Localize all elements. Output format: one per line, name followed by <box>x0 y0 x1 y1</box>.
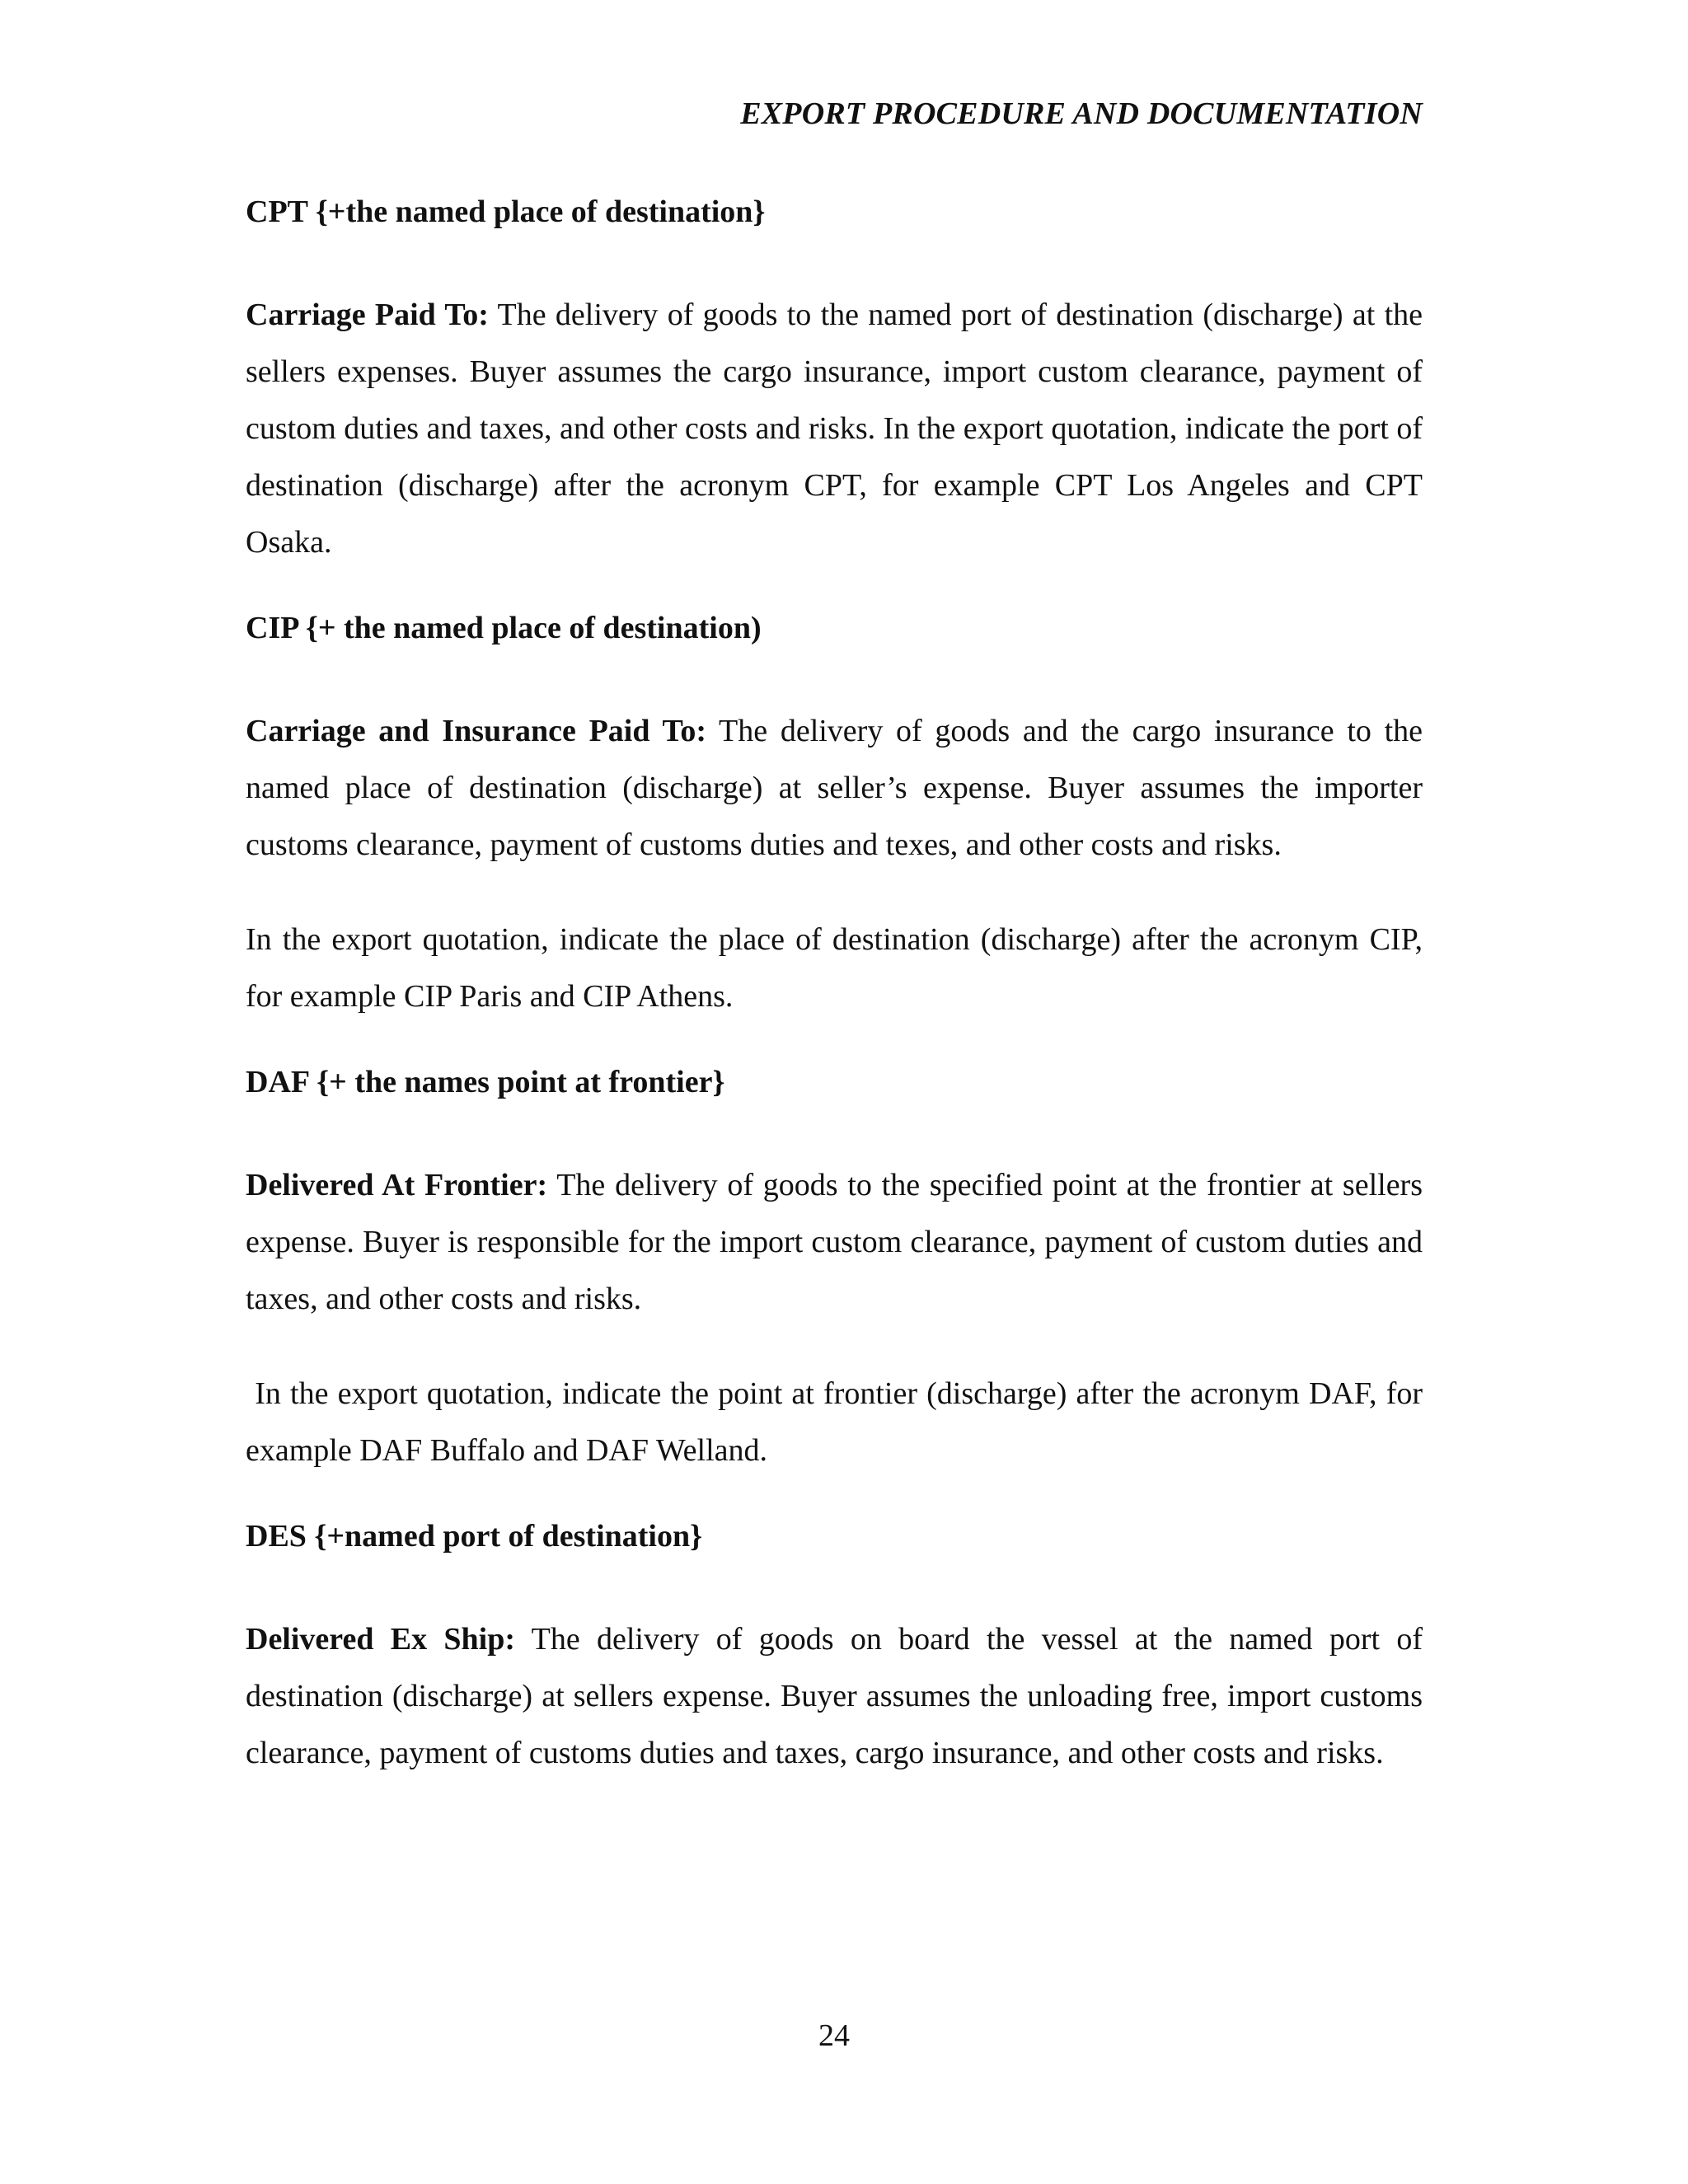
paragraph-text: In the export quotation, indicate the place of destination (discharge) after the acronym CIP, for example CIP Paris and CIP Athens. <box>246 922 1423 1014</box>
section-cpt <box>246 193 1423 571</box>
section-heading: DAF {+ the names point at frontier} <box>246 1065 725 1099</box>
definition-paragraph <box>246 703 1423 874</box>
definition-paragraph <box>246 1611 1423 1782</box>
running-header: EXPORT PROCEDURE AND DOCUMENTATION <box>740 96 1423 131</box>
paragraph-text: In the export quotation, indicate the point at frontier (discharge) after the acronym DAF, for example DAF Buffalo and DAF Welland. <box>246 1376 1431 1468</box>
term-label: Carriage Paid To: <box>246 298 489 332</box>
paragraph-text: The delivery of goods to the specified point at the frontier at sellers expense. Buyer is responsible for the import custom clearance, payment of custom duties and taxes, and other costs and risks. <box>246 1168 1423 1316</box>
term-label: Carriage and Insurance Paid To: <box>246 714 707 748</box>
section-daf <box>246 1063 1431 1479</box>
page-number: 24 <box>818 2018 850 2053</box>
section-heading: CPT {+the named place of destination} <box>246 194 766 229</box>
body-paragraph <box>246 1366 1431 1479</box>
section-heading: DES {+named port of destination} <box>246 1519 703 1554</box>
document-body <box>246 193 1431 1820</box>
section-cip <box>246 609 1423 1025</box>
definition-paragraph <box>246 1157 1423 1328</box>
section-des <box>246 1517 1423 1782</box>
paragraph-text: The delivery of goods on board the vessel at the named port of destination (discharge) at sellers expense. Buyer assumes the unloading free, import customs clearance, payment of customs duties and taxes, cargo insurance, and other costs and risks. <box>246 1622 1423 1770</box>
paragraph-text: The delivery of goods to the named port of destination (discharge) at the sellers expenses. Buyer assumes the cargo insurance, import custom clearance, payment of custom duties and taxes, and other costs and risks. In the export quotation, indicate the port of destination (discharge) after the acronym CPT, for example CPT Los Angeles and CPT Osaka. <box>246 298 1423 560</box>
term-label: Delivered At Frontier: <box>246 1168 548 1202</box>
body-paragraph <box>246 912 1423 1025</box>
section-heading: CIP {+ the named place of destination) <box>246 611 762 645</box>
definition-paragraph <box>246 287 1423 571</box>
term-label: Delivered Ex Ship: <box>246 1622 516 1657</box>
paragraph-text: The delivery of goods and the cargo insurance to the named place of destination (discharge) at seller’s expense. Buyer assumes the importer customs clearance, payment of customs duties and texes, and other costs and risks. <box>246 714 1423 862</box>
